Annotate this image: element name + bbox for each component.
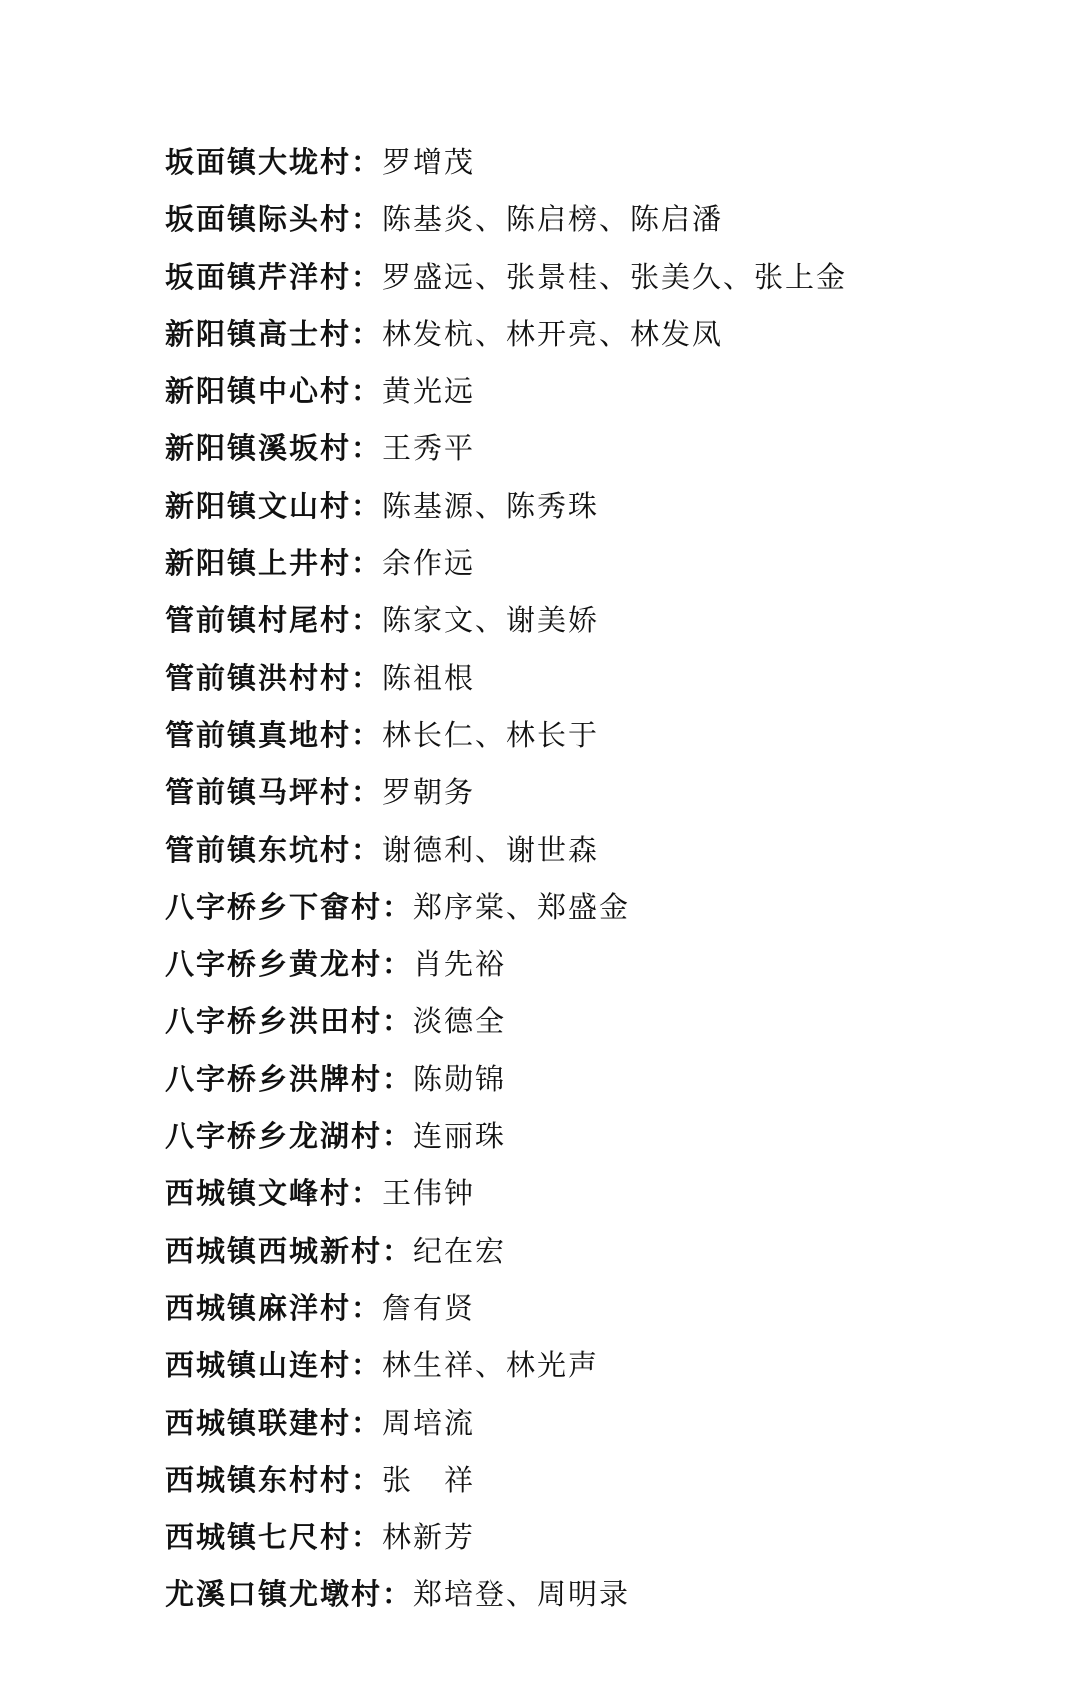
- village-label: 尤溪口镇尤墩村：: [165, 1577, 414, 1612]
- person-names: 肖先裕: [413, 947, 507, 982]
- person-names: 淡德全: [413, 1004, 507, 1039]
- person-names: 周培流: [382, 1405, 476, 1440]
- person-names: 陈祖根: [382, 660, 476, 695]
- person-names: 林发杭、林开亮、林发凤: [382, 316, 724, 351]
- person-names: 王伟钟: [382, 1176, 476, 1211]
- person-names: 郑序棠、郑盛金: [413, 889, 631, 924]
- village-label: 坂面镇大垅村：: [165, 145, 383, 179]
- list-item: [165, 306, 847, 363]
- list-item: [165, 1452, 847, 1509]
- list-item: [165, 191, 847, 248]
- list-item: [165, 1509, 847, 1566]
- list-item: [165, 650, 847, 707]
- person-names: 谢德利、谢世森: [382, 832, 600, 867]
- person-names: 张 祥: [382, 1462, 476, 1497]
- village-label: 西城镇联建村：: [165, 1405, 383, 1440]
- person-names: 罗增茂: [382, 145, 476, 179]
- list-item: [165, 478, 847, 535]
- village-label: 新阳镇上井村：: [165, 546, 383, 581]
- list-item: [165, 420, 847, 477]
- list-item: [165, 1223, 847, 1280]
- village-label: 管前镇东坑村：: [165, 832, 383, 867]
- village-label: 西城镇山连村：: [165, 1348, 383, 1383]
- village-label: 八字桥乡龙湖村：: [165, 1119, 414, 1154]
- village-name-list: [165, 134, 847, 1624]
- village-label: 管前镇马坪村：: [165, 775, 383, 810]
- village-label: 西城镇西城新村：: [165, 1233, 414, 1268]
- village-label: 八字桥乡洪牌村：: [165, 1061, 414, 1096]
- person-names: 连丽珠: [413, 1119, 507, 1154]
- list-item: [165, 1108, 847, 1165]
- village-label: 管前镇村尾村：: [165, 603, 383, 638]
- person-names: 陈家文、谢美娇: [382, 603, 600, 638]
- person-names: 余作远: [382, 546, 476, 581]
- list-item: [165, 1280, 847, 1337]
- list-item: [165, 936, 847, 993]
- list-item: [165, 1395, 847, 1452]
- person-names: 詹有贤: [382, 1290, 476, 1325]
- list-item: [165, 993, 847, 1050]
- village-label: 坂面镇际头村：: [165, 202, 383, 237]
- person-names: 郑培登、周明录: [413, 1577, 631, 1612]
- village-label: 西城镇麻洋村：: [165, 1290, 383, 1325]
- list-item: [165, 1337, 847, 1394]
- list-item: [165, 879, 847, 936]
- village-label: 坂面镇芹洋村：: [165, 259, 383, 294]
- village-label: 新阳镇文山村：: [165, 488, 383, 523]
- village-label: 管前镇洪村村：: [165, 660, 383, 695]
- list-item: [165, 764, 847, 821]
- village-label: 八字桥乡下畲村：: [165, 889, 414, 924]
- list-item: [165, 592, 847, 649]
- list-item: [165, 1051, 847, 1108]
- person-names: 林生祥、林光声: [382, 1348, 600, 1383]
- list-item: [165, 707, 847, 764]
- list-item: [165, 1566, 847, 1623]
- village-label: 西城镇七尺村：: [165, 1520, 383, 1555]
- list-item: [165, 535, 847, 592]
- person-names: 纪在宏: [413, 1233, 507, 1268]
- person-names: 林长仁、林长于: [382, 717, 600, 752]
- village-label: 新阳镇中心村：: [165, 374, 383, 409]
- person-names: 陈勋锦: [413, 1061, 507, 1096]
- list-item: [165, 822, 847, 879]
- list-item: [165, 1165, 847, 1222]
- list-item: [165, 134, 847, 191]
- village-label: 八字桥乡洪田村：: [165, 1004, 414, 1039]
- village-label: 管前镇真地村：: [165, 717, 383, 752]
- person-names: 林新芳: [382, 1520, 476, 1555]
- person-names: 王秀平: [382, 431, 476, 466]
- village-label: 新阳镇溪坂村：: [165, 431, 383, 466]
- person-names: 陈基源、陈秀珠: [382, 488, 600, 523]
- person-names: 黄光远: [382, 374, 476, 409]
- village-label: 新阳镇高士村：: [165, 316, 383, 351]
- village-label: 西城镇东村村：: [165, 1462, 383, 1497]
- list-item: [165, 249, 847, 306]
- person-names: 罗盛远、张景桂、张美久、张上金: [382, 259, 848, 294]
- person-names: 罗朝务: [382, 775, 476, 810]
- person-names: 陈基炎、陈启榜、陈启潘: [382, 202, 724, 237]
- village-label: 西城镇文峰村：: [165, 1176, 383, 1211]
- list-item: [165, 363, 847, 420]
- village-label: 八字桥乡黄龙村：: [165, 947, 414, 982]
